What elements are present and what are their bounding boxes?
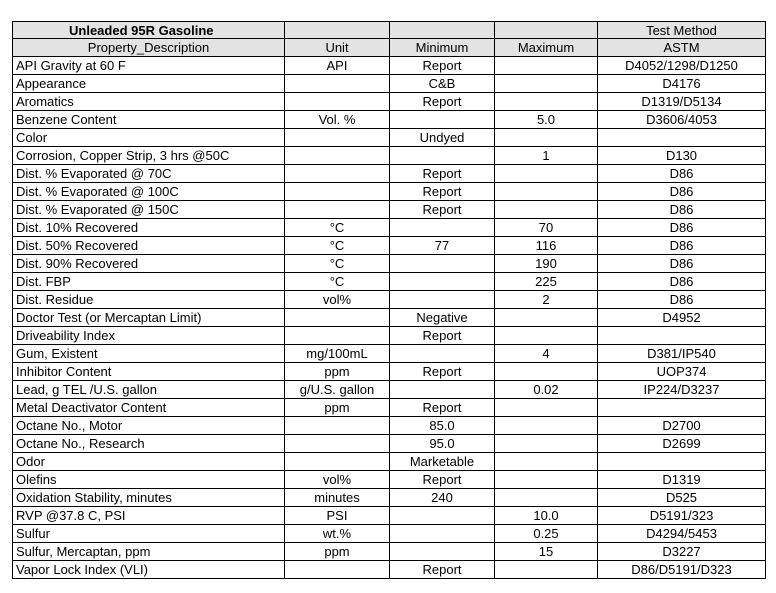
minimum-cell: Negative bbox=[390, 309, 495, 327]
unit-cell bbox=[285, 129, 390, 147]
minimum-cell bbox=[390, 507, 495, 525]
maximum-cell bbox=[495, 489, 598, 507]
astm-cell: D3227 bbox=[598, 543, 766, 561]
table-row bbox=[12, 291, 766, 309]
maximum-cell bbox=[495, 57, 598, 75]
table-row bbox=[12, 111, 766, 129]
property-cell: Sulfur bbox=[12, 525, 285, 543]
maximum-cell bbox=[495, 93, 598, 111]
table-body bbox=[12, 57, 766, 579]
minimum-cell: 95.0 bbox=[390, 435, 495, 453]
unit-cell: °C bbox=[285, 255, 390, 273]
unit-cell: PSI bbox=[285, 507, 390, 525]
property-cell: Gum, Existent bbox=[12, 345, 285, 363]
header-row bbox=[12, 39, 766, 57]
property-cell: RVP @37.8 C, PSI bbox=[12, 507, 285, 525]
title-row bbox=[12, 21, 766, 39]
minimum-cell: 85.0 bbox=[390, 417, 495, 435]
unit-cell bbox=[285, 201, 390, 219]
table-row bbox=[12, 399, 766, 417]
maximum-cell bbox=[495, 327, 598, 345]
table-row bbox=[12, 381, 766, 399]
astm-cell: D86 bbox=[598, 237, 766, 255]
column-header-unit: Unit bbox=[285, 39, 390, 57]
unit-cell: API bbox=[285, 57, 390, 75]
unit-cell bbox=[285, 75, 390, 93]
property-cell: Metal Deactivator Content bbox=[12, 399, 285, 417]
maximum-cell bbox=[495, 399, 598, 417]
astm-cell: D5191/323 bbox=[598, 507, 766, 525]
maximum-cell bbox=[495, 435, 598, 453]
minimum-cell: 240 bbox=[390, 489, 495, 507]
astm-cell: D525 bbox=[598, 489, 766, 507]
maximum-cell: 225 bbox=[495, 273, 598, 291]
property-cell: Dist. 90% Recovered bbox=[12, 255, 285, 273]
minimum-cell: C&B bbox=[390, 75, 495, 93]
table-row bbox=[12, 147, 766, 165]
astm-cell: D3606/4053 bbox=[598, 111, 766, 129]
property-cell: Dist. 50% Recovered bbox=[12, 237, 285, 255]
maximum-cell bbox=[495, 75, 598, 93]
unit-cell: °C bbox=[285, 237, 390, 255]
maximum-cell: 15 bbox=[495, 543, 598, 561]
unit-cell bbox=[285, 327, 390, 345]
property-cell: Octane No., Motor bbox=[12, 417, 285, 435]
astm-cell bbox=[598, 399, 766, 417]
unit-cell bbox=[285, 561, 390, 579]
astm-cell: UOP374 bbox=[598, 363, 766, 381]
property-cell: Color bbox=[12, 129, 285, 147]
table-row bbox=[12, 543, 766, 561]
minimum-cell: Report bbox=[390, 561, 495, 579]
minimum-cell bbox=[390, 525, 495, 543]
astm-cell: D86 bbox=[598, 201, 766, 219]
minimum-cell bbox=[390, 543, 495, 561]
minimum-cell bbox=[390, 291, 495, 309]
unit-cell: °C bbox=[285, 273, 390, 291]
minimum-cell bbox=[390, 219, 495, 237]
unit-cell: ppm bbox=[285, 363, 390, 381]
table-row bbox=[12, 75, 766, 93]
unit-cell bbox=[285, 417, 390, 435]
property-cell: Lead, g TEL /U.S. gallon bbox=[12, 381, 285, 399]
property-cell: Inhibitor Content bbox=[12, 363, 285, 381]
minimum-cell: Report bbox=[390, 93, 495, 111]
table-row bbox=[12, 489, 766, 507]
minimum-cell: Undyed bbox=[390, 129, 495, 147]
minimum-cell: Report bbox=[390, 201, 495, 219]
minimum-cell bbox=[390, 111, 495, 129]
minimum-cell bbox=[390, 345, 495, 363]
property-cell: Sulfur, Mercaptan, ppm bbox=[12, 543, 285, 561]
astm-cell bbox=[598, 453, 766, 471]
astm-cell: D86 bbox=[598, 255, 766, 273]
document-title: Unleaded 95R Gasoline bbox=[12, 21, 285, 39]
astm-cell: D2700 bbox=[598, 417, 766, 435]
maximum-cell: 1 bbox=[495, 147, 598, 165]
astm-cell: D381/IP540 bbox=[598, 345, 766, 363]
property-cell: Dist. % Evaporated @ 70C bbox=[12, 165, 285, 183]
table-row bbox=[12, 525, 766, 543]
unit-cell: vol% bbox=[285, 291, 390, 309]
property-cell: Dist. Residue bbox=[12, 291, 285, 309]
minimum-cell: 77 bbox=[390, 237, 495, 255]
property-cell: Dist. % Evaporated @ 150C bbox=[12, 201, 285, 219]
maximum-cell bbox=[495, 201, 598, 219]
astm-cell: D2699 bbox=[598, 435, 766, 453]
maximum-cell bbox=[495, 471, 598, 489]
table-row bbox=[12, 309, 766, 327]
maximum-cell bbox=[495, 363, 598, 381]
maximum-cell bbox=[495, 561, 598, 579]
property-cell: Oxidation Stability, minutes bbox=[12, 489, 285, 507]
title-blank-maximum bbox=[495, 21, 598, 39]
maximum-cell: 0.25 bbox=[495, 525, 598, 543]
astm-cell: D86 bbox=[598, 291, 766, 309]
property-cell: Driveability Index bbox=[12, 327, 285, 345]
astm-cell bbox=[598, 327, 766, 345]
maximum-cell: 4 bbox=[495, 345, 598, 363]
property-cell: Odor bbox=[12, 453, 285, 471]
maximum-cell bbox=[495, 129, 598, 147]
table-row bbox=[12, 255, 766, 273]
property-cell: Benzene Content bbox=[12, 111, 285, 129]
minimum-cell: Report bbox=[390, 165, 495, 183]
unit-cell: mg/100mL bbox=[285, 345, 390, 363]
table-row bbox=[12, 219, 766, 237]
maximum-cell: 0.02 bbox=[495, 381, 598, 399]
column-header-astm: ASTM bbox=[598, 39, 766, 57]
maximum-cell bbox=[495, 453, 598, 471]
astm-cell: IP224/D3237 bbox=[598, 381, 766, 399]
astm-cell: D4052/1298/D1250 bbox=[598, 57, 766, 75]
property-cell: Dist. FBP bbox=[12, 273, 285, 291]
maximum-cell: 10.0 bbox=[495, 507, 598, 525]
property-cell: Dist. % Evaporated @ 100C bbox=[12, 183, 285, 201]
unit-cell bbox=[285, 183, 390, 201]
maximum-cell: 2 bbox=[495, 291, 598, 309]
astm-cell: D4294/5453 bbox=[598, 525, 766, 543]
table-row bbox=[12, 93, 766, 111]
minimum-cell: Marketable bbox=[390, 453, 495, 471]
column-header-minimum: Minimum bbox=[390, 39, 495, 57]
table-row bbox=[12, 471, 766, 489]
table-row bbox=[12, 201, 766, 219]
unit-cell bbox=[285, 147, 390, 165]
table-row bbox=[12, 183, 766, 201]
maximum-cell: 116 bbox=[495, 237, 598, 255]
astm-cell: D86/D5191/D323 bbox=[598, 561, 766, 579]
property-cell: Doctor Test (or Mercaptan Limit) bbox=[12, 309, 285, 327]
minimum-cell bbox=[390, 381, 495, 399]
unit-cell: °C bbox=[285, 219, 390, 237]
astm-cell: D1319 bbox=[598, 471, 766, 489]
astm-cell bbox=[598, 129, 766, 147]
maximum-cell: 5.0 bbox=[495, 111, 598, 129]
property-cell: Corrosion, Copper Strip, 3 hrs @50C bbox=[12, 147, 285, 165]
minimum-cell: Report bbox=[390, 363, 495, 381]
table-row bbox=[12, 363, 766, 381]
title-blank-minimum bbox=[390, 21, 495, 39]
minimum-cell: Report bbox=[390, 471, 495, 489]
column-header-maximum: Maximum bbox=[495, 39, 598, 57]
minimum-cell bbox=[390, 255, 495, 273]
astm-cell: D4176 bbox=[598, 75, 766, 93]
minimum-cell: Report bbox=[390, 183, 495, 201]
astm-cell: D86 bbox=[598, 273, 766, 291]
astm-cell: D1319/D5134 bbox=[598, 93, 766, 111]
table-row bbox=[12, 57, 766, 75]
astm-cell: D86 bbox=[598, 183, 766, 201]
unit-cell bbox=[285, 93, 390, 111]
table-row bbox=[12, 327, 766, 345]
title-blank-unit bbox=[285, 21, 390, 39]
table-row bbox=[12, 453, 766, 471]
maximum-cell: 190 bbox=[495, 255, 598, 273]
minimum-cell: Report bbox=[390, 57, 495, 75]
unit-cell: ppm bbox=[285, 399, 390, 417]
unit-cell bbox=[285, 453, 390, 471]
minimum-cell bbox=[390, 273, 495, 291]
property-cell: API Gravity at 60 F bbox=[12, 57, 285, 75]
table-row bbox=[12, 165, 766, 183]
table-row bbox=[12, 417, 766, 435]
astm-cell: D130 bbox=[598, 147, 766, 165]
table-row bbox=[12, 345, 766, 363]
property-cell: Olefins bbox=[12, 471, 285, 489]
property-cell: Aromatics bbox=[12, 93, 285, 111]
minimum-cell: Report bbox=[390, 399, 495, 417]
astm-cell: D86 bbox=[598, 165, 766, 183]
maximum-cell bbox=[495, 417, 598, 435]
property-cell: Octane No., Research bbox=[12, 435, 285, 453]
maximum-cell: 70 bbox=[495, 219, 598, 237]
table-row bbox=[12, 507, 766, 525]
maximum-cell bbox=[495, 165, 598, 183]
unit-cell: g/U.S. gallon bbox=[285, 381, 390, 399]
table-row bbox=[12, 561, 766, 579]
table-row bbox=[12, 237, 766, 255]
property-cell: Dist. 10% Recovered bbox=[12, 219, 285, 237]
unit-cell bbox=[285, 165, 390, 183]
table-row bbox=[12, 435, 766, 453]
column-header-property: Property_Description bbox=[12, 39, 285, 57]
table-row bbox=[12, 129, 766, 147]
unit-cell bbox=[285, 309, 390, 327]
unit-cell: vol% bbox=[285, 471, 390, 489]
maximum-cell bbox=[495, 309, 598, 327]
unit-cell: wt.% bbox=[285, 525, 390, 543]
minimum-cell: Report bbox=[390, 327, 495, 345]
table-row bbox=[12, 273, 766, 291]
maximum-cell bbox=[495, 183, 598, 201]
spec-table bbox=[12, 21, 766, 579]
astm-cell: D4952 bbox=[598, 309, 766, 327]
test-method-label: Test Method bbox=[598, 21, 766, 39]
property-cell: Appearance bbox=[12, 75, 285, 93]
unit-cell: ppm bbox=[285, 543, 390, 561]
astm-cell: D86 bbox=[598, 219, 766, 237]
property-cell: Vapor Lock Index (VLI) bbox=[12, 561, 285, 579]
unit-cell: Vol. % bbox=[285, 111, 390, 129]
minimum-cell bbox=[390, 147, 495, 165]
unit-cell bbox=[285, 435, 390, 453]
unit-cell: minutes bbox=[285, 489, 390, 507]
